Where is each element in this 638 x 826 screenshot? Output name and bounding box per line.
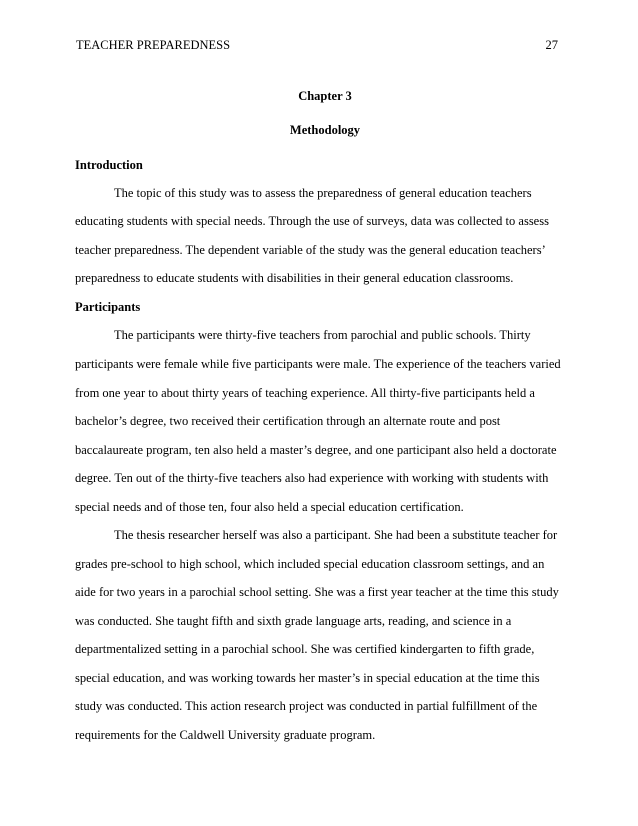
intro-line: preparedness to educate students with disabilities in their general education classrooms. <box>75 271 514 285</box>
researcher-line: departmentalized setting in a parochial school. She was certified kindergarten to fifth grade, <box>75 642 535 656</box>
chapter-title: Chapter 3 <box>298 89 352 103</box>
researcher-line: special education, and was working towards her master’s in special education at the time this <box>75 671 540 685</box>
intro-line: teacher preparedness. The dependent variable of the study was the general education teachers’ <box>75 243 546 257</box>
section-title: Methodology <box>289 123 361 137</box>
page-number: 27 <box>545 38 558 52</box>
researcher-line: study was conducted. This action research project was conducted in partial fulfillment of the <box>75 699 538 713</box>
introduction-heading: Introduction <box>75 158 143 172</box>
participants-line: special needs and of those ten, four also held a special education certification. <box>75 500 464 514</box>
participants-line: The participants were thirty-five teachers from parochial and public schools. Thirty <box>114 328 531 342</box>
researcher-line: aide for two years in a parochial school setting. She was a first year teacher at the time this study <box>75 585 559 599</box>
participants-heading: Participants <box>75 300 141 314</box>
running-head: TEACHER PREPAREDNESS <box>76 38 231 52</box>
researcher-line: requirements for the Caldwell University graduate program. <box>75 728 376 742</box>
participants-line: participants were female while five participants were male. The experience of the teachers varied <box>75 357 561 371</box>
researcher-line: The thesis researcher herself was also a participant. She had been a substitute teacher for <box>114 528 558 542</box>
researcher-line: was conducted. She taught fifth and sixth grade language arts, reading, and science in a <box>75 614 512 628</box>
participants-line: bachelor’s degree, two received their certification through an alternate route and post <box>75 414 501 428</box>
participants-line: from one year to about thirty years of teaching experience. All thirty-five participants held a <box>75 386 535 400</box>
intro-line: educating students with special needs. Through the use of surveys, data was collected to assess <box>75 214 549 228</box>
participants-line: baccalaureate program, ten also held a master’s degree, and one participant also held a doctorate <box>75 443 557 457</box>
intro-line: The topic of this study was to assess the preparedness of general education teachers <box>114 186 532 200</box>
researcher-line: grades pre-school to high school, which included special education classroom settings, and an <box>75 557 545 571</box>
participants-line: degree. Ten out of the thirty-five teachers also had experience with working with students with <box>75 471 549 485</box>
